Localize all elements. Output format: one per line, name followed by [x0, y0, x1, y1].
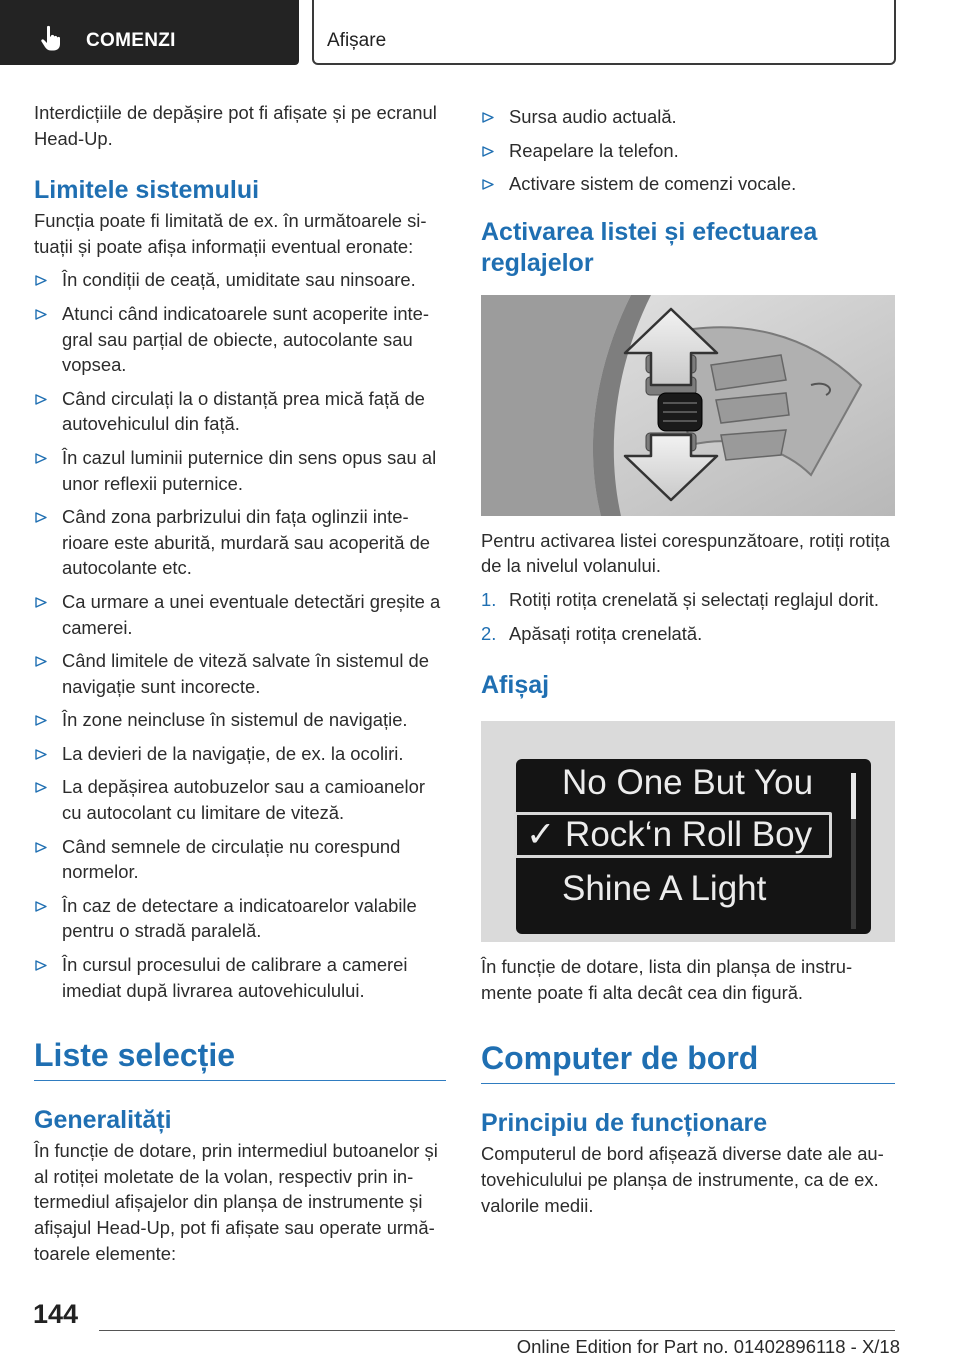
- page-number: 144: [33, 1299, 79, 1329]
- bullet-item: [34, 386, 446, 437]
- bullet-item-text: Când circulați la o distanță prea mică față de autovehiculul din față.: [62, 387, 425, 435]
- lists-heading-block: [34, 1036, 446, 1081]
- bullet-item-text: La devieri de la navigație, de ex. la ocoliri.: [62, 742, 404, 764]
- step-item: [481, 587, 895, 613]
- display-heading: Afișaj: [481, 671, 550, 700]
- limits-heading: Limitele sistemului: [34, 176, 260, 205]
- display-note: În funcție de dotare, lista din planșa de instrumente poate fi alta decât cea din figură.: [481, 956, 853, 1003]
- triangle-right-outline-icon: [35, 901, 47, 912]
- bullet-item: [481, 138, 895, 164]
- bullet-item-text: Reapelare la telefon.: [509, 139, 679, 161]
- display-list-item: Shine A Light: [562, 869, 767, 909]
- limits-text: Funcția poate fi limitată de ex. în următoarele situații și poate afișa informații eventual eronate:: [34, 210, 427, 257]
- triangle-right-outline-icon: [35, 394, 47, 405]
- principle-heading: Principiu de funcționare: [481, 1109, 768, 1138]
- bullet-item-text: În cursul procesului de calibrare a camerei imediat după livrarea autovehiculului.: [62, 954, 408, 1001]
- triangle-right-outline-icon: [35, 275, 47, 286]
- chapter-tab[interactable]: [0, 0, 299, 65]
- display-scrollbar-thumb: [851, 773, 856, 819]
- triangle-right-outline-icon: [35, 597, 47, 608]
- principle-text: Computerul de bord afișează diverse date ale autovehiculului pe planșa de instrumente, ca de ex. valorile medii.: [481, 1143, 884, 1216]
- bullet-item: [34, 774, 446, 825]
- triangle-right-outline-icon: [35, 656, 47, 667]
- display-list-item-selected: ✓ Rock‘n Roll Boy: [526, 815, 813, 855]
- computer-heading: Computer de bord: [481, 1040, 759, 1077]
- step-number: 1.: [481, 588, 497, 610]
- right-column: [481, 100, 895, 1218]
- bullet-item-text: Ca urmare a unei eventuale detectări greșite a camerei.: [62, 590, 441, 638]
- bullet-item-text: În zone neincluse în sistemul de navigație.: [62, 709, 408, 731]
- bullet-item: [34, 952, 446, 1003]
- triangle-right-outline-icon: [35, 715, 47, 726]
- bullet-item: [34, 504, 446, 581]
- step-number: 2.: [481, 622, 497, 644]
- triangle-right-outline-icon: [482, 112, 494, 123]
- triangle-right-outline-icon: [482, 179, 494, 190]
- footer-divider: [99, 1330, 895, 1331]
- bullet-item: [34, 445, 446, 496]
- limits-list: [34, 267, 446, 1003]
- triangle-right-outline-icon: [35, 309, 47, 320]
- lists-heading: Liste selecție: [34, 1037, 235, 1074]
- step-text: Apăsați rotița crenelată.: [509, 622, 703, 644]
- bullet-item-text: Când semnele de circulație nu corespund normelor.: [62, 835, 401, 883]
- steps-list: [481, 587, 895, 646]
- step-text: Rotiți rotița crenelată și selectați reglajul dorit.: [509, 588, 880, 610]
- elements-list: [481, 104, 895, 197]
- bullet-item: [34, 267, 446, 293]
- intro-paragraph: Interdicțiile de depășire pot fi afișate și pe ecranul Head-Up.: [34, 102, 437, 149]
- computer-heading-block: [481, 1039, 895, 1084]
- bullet-item-text: În caz de detectare a indicatoarelor valabile pentru o stradă paralelă.: [62, 894, 417, 942]
- steering-wheel-controls-image: [481, 295, 895, 516]
- hand-pointer-icon: [38, 24, 66, 52]
- bullet-item-text: Atunci când indicatoarele sunt acoperite integral sau parțial de obiecte, autocolante sau vopsea.: [62, 302, 430, 376]
- bullet-item: [34, 741, 446, 767]
- bullet-item-text: Când limitele de viteză salvate în sistemul de navigație sunt incorecte.: [62, 650, 429, 697]
- edition-note: Online Edition for Part no. 01402896118 - X/18: [516, 1336, 900, 1357]
- bullet-item: [34, 648, 446, 699]
- bullet-item: [34, 589, 446, 640]
- chapter-tab-label: COMENZI: [86, 30, 176, 51]
- triangle-right-outline-icon: [35, 842, 47, 853]
- bullet-item: [34, 707, 446, 733]
- bullet-item: [34, 893, 446, 944]
- activate-text: Pentru activarea listei corespunzătoare, rotiți rotița de la nivelul volanului.: [481, 529, 890, 577]
- section-title: Afișare: [327, 30, 387, 51]
- display-list-item: No One But You: [562, 763, 814, 803]
- general-text: În funcție de dotare, prin intermediul butoanelor și al rotiței moletate de la volan, respectiv prin intermediul afișajelor din planșa de instrumente și afișajul Head-Up, pot fi afișate sau operate următoarele elemente:: [34, 1140, 438, 1264]
- instrument-display: [516, 759, 871, 934]
- left-column: [34, 100, 446, 1266]
- bullet-item-text: Sursa audio actuală.: [509, 106, 677, 127]
- bullet-item: [34, 834, 446, 885]
- bullet-item: [34, 301, 446, 378]
- triangle-right-outline-icon: [482, 146, 494, 157]
- display-scrollbar-track: [851, 819, 856, 929]
- bullet-item-text: Când zona parbrizului din fața oglinzii interioare este aburită, murdară sau acoperită de autocolante etc.: [62, 506, 431, 579]
- display-figure: [481, 721, 895, 942]
- triangle-right-outline-icon: [35, 960, 47, 971]
- activate-heading: Activarea listei și efectuarea reglajelor: [481, 217, 818, 277]
- general-heading: Generalități: [34, 1106, 172, 1135]
- bullet-item: [481, 104, 895, 130]
- step-item: [481, 621, 895, 647]
- triangle-right-outline-icon: [35, 453, 47, 464]
- bullet-item-text: Activare sistem de comenzi vocale.: [509, 173, 797, 195]
- triangle-right-outline-icon: [35, 782, 47, 793]
- steering-wheel-figure: [481, 295, 895, 516]
- triangle-right-outline-icon: [35, 749, 47, 760]
- triangle-right-outline-icon: [35, 512, 47, 523]
- bullet-item-text: În condiții de ceață, umiditate sau ninsoare.: [62, 269, 416, 291]
- section-header: [312, 0, 896, 65]
- bullet-item-text: În cazul luminii puternice din sens opus sau al unor reflexii puternice.: [62, 446, 437, 494]
- bullet-item: [481, 171, 895, 197]
- bullet-item-text: La depășirea autobuzelor sau a camioanelor cu autocolant cu limitare de viteză.: [62, 776, 425, 824]
